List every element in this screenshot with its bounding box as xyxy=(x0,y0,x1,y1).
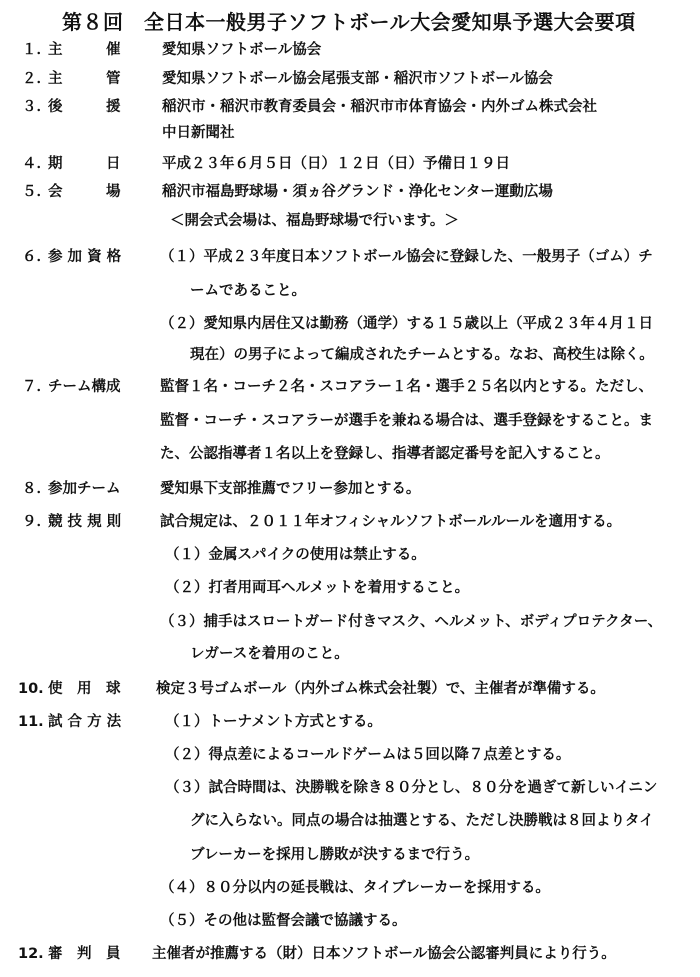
item-number: ９． xyxy=(22,514,51,530)
item-text: ームであること。 xyxy=(190,283,306,299)
item-number: ２． xyxy=(22,71,51,87)
item-number: 10. xyxy=(18,681,44,697)
item-text: ＜開会式会場は、福島野球場で行います。＞ xyxy=(170,213,459,229)
item-text: 試合規定は、２０１１年オフィシャルソフトボールルールを適用する。 xyxy=(160,514,622,530)
item-label xyxy=(48,98,130,116)
item-text: ブレーカーを採用し勝敗が決するまで行う。 xyxy=(190,847,480,863)
item-label: 参加チーム xyxy=(48,481,121,497)
item-label xyxy=(48,70,130,88)
item-text: （５）その他は監督会議で協議する。 xyxy=(160,913,407,929)
item-label: 試 合 方 法 xyxy=(48,714,122,730)
item-label xyxy=(48,155,130,173)
item-text: 稲沢市・稲沢市教育委員会・稲沢市市体育協会・内外ゴム株式会社 xyxy=(162,99,597,115)
item-label-text: 主 催 xyxy=(48,42,121,58)
item-label-text: 審 判 員 xyxy=(48,946,121,962)
item-text: 監督・コーチ・スコアラーが選手を兼ねる場合は、選手登録をすること。ま xyxy=(160,413,653,429)
item-text: 監督１名・コーチ２名・スコアラー１名・選手２５名以内とする。ただし、 xyxy=(160,379,653,395)
item-label-text: 主 管 xyxy=(48,71,121,87)
item-text: （２）得点差によるコールドゲームは５回以降７点差とする。 xyxy=(165,747,571,763)
item-label-text: 会 場 xyxy=(48,184,121,200)
item-text: グに入らない。同点の場合は抽選とする、ただし決勝戦は８回よりタイ xyxy=(190,813,654,829)
item-label: 競 技 規 則 xyxy=(48,514,122,530)
item-number: ８． xyxy=(22,481,51,497)
item-number: ６． xyxy=(22,249,51,265)
item-label-text: 使 用 球 xyxy=(48,681,121,697)
item-text: 検定３号ゴムボール（内外ゴム株式会社製）で、主催者が準備する。 xyxy=(156,681,605,697)
item-text: 平成２３年６月５日（日）１２日（日）予備日１９日 xyxy=(162,156,510,172)
item-number: 11. xyxy=(18,714,44,730)
item-text: 愛知県下支部推薦でフリー参加とする。 xyxy=(160,481,421,497)
item-number: ５． xyxy=(22,184,51,200)
item-label-text: 期 日 xyxy=(48,156,121,172)
item-text: 愛知県ソフトボール協会 xyxy=(162,42,322,58)
item-text: た、公認指導者１名以上を登録し、指導者認定番号を記入すること。 xyxy=(160,446,610,462)
item-text: 稲沢市福島野球場・須ヵ谷グランド・浄化センター運動広場 xyxy=(162,184,553,200)
item-text: 中日新聞社 xyxy=(162,125,235,141)
document-title: 第８回 全日本一般男子ソフトボール大会愛知県予選大会要項 xyxy=(62,10,636,34)
item-label xyxy=(48,41,130,59)
item-text: （３）捕手はスロートガード付きマスク、ヘルメット、ボディプロテクター、 xyxy=(160,614,663,630)
item-number: ３． xyxy=(22,99,51,115)
item-text: （４）８０分以内の延長戦は、タイブレーカーを採用する。 xyxy=(160,880,550,896)
item-label: 参 加 資 格 xyxy=(48,249,122,265)
item-label: チーム構成 xyxy=(48,379,121,395)
item-text: （１）トーナメント方式とする。 xyxy=(165,714,382,730)
item-number: ７． xyxy=(22,379,51,395)
item-text: （１）平成２３年度日本ソフトボール協会に登録した、一般男子（ゴム）チ xyxy=(160,249,653,265)
item-label xyxy=(48,183,130,201)
item-text: （１）金属スパイクの使用は禁止する。 xyxy=(165,547,426,563)
item-text: 主催者が推薦する（財）日本ソフトボール協会公認審判員により行う。 xyxy=(152,946,616,962)
item-text: 愛知県ソフトボール協会尾張支部・稲沢市ソフトボール協会 xyxy=(162,71,553,87)
item-text: （３）試合時間は、決勝戦を除き８０分とし、８０分を過ぎて新しいイニン xyxy=(165,780,658,796)
item-text: （２）愛知県内居住又は勤務（通学）する１５歳以上（平成２３年４月１日 xyxy=(160,316,653,332)
item-number: １． xyxy=(22,42,51,58)
item-label-text: 後 援 xyxy=(48,99,121,115)
item-text: レガースを着用のこと。 xyxy=(190,646,349,662)
item-number: 12. xyxy=(18,946,44,962)
item-number: ４． xyxy=(22,156,51,172)
item-label xyxy=(48,945,128,963)
item-text: 現在）の男子によって編成されたチームとする。なお、高校生は除く。 xyxy=(190,347,654,363)
item-label xyxy=(48,680,128,698)
item-text: （２）打者用両耳ヘルメットを着用すること。 xyxy=(165,580,470,596)
